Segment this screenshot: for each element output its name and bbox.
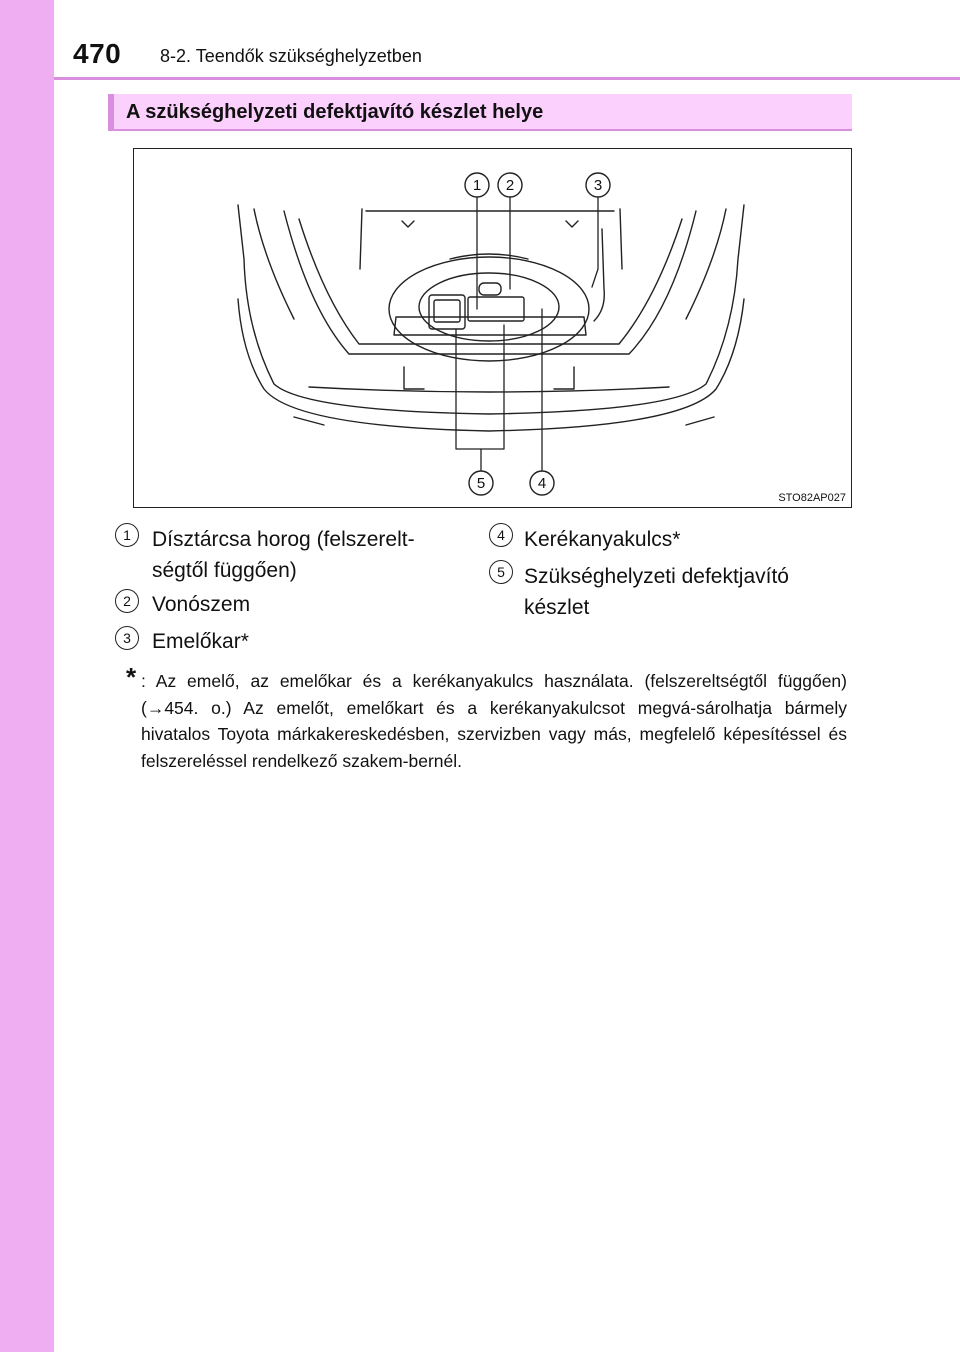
header-rule bbox=[54, 77, 960, 80]
legend-text-2: Vonószem bbox=[152, 593, 251, 616]
legend-number-2: 2 bbox=[115, 589, 139, 613]
footnote-marker: * bbox=[126, 662, 137, 692]
legend-number-4: 4 bbox=[489, 523, 513, 547]
page-number: 470 bbox=[73, 38, 122, 69]
legend-number-3: 3 bbox=[115, 626, 139, 650]
chapter-title: 8-2. Teendők szükséghelyzetben bbox=[160, 46, 422, 66]
callout-5: 5 bbox=[476, 475, 486, 492]
trunk-illustration bbox=[133, 148, 852, 508]
legend-number-5: 5 bbox=[489, 560, 513, 584]
section-title: A szükséghelyzeti defektjavító készlet helye bbox=[126, 101, 544, 123]
legend-text-5: Szükséghelyzeti defektjavító készlet bbox=[524, 565, 789, 619]
callout-3: 3 bbox=[593, 177, 603, 194]
legend-text-1: Dísztárcsa horog (felszerelt-ségtől függően) bbox=[152, 528, 415, 582]
legend-text-3: Emelőkar* bbox=[152, 630, 249, 653]
car-trunk-drawing bbox=[134, 149, 850, 506]
callout-1: 1 bbox=[472, 177, 482, 194]
legend-number-1: 1 bbox=[115, 523, 139, 547]
section-heading-box bbox=[108, 94, 852, 131]
figure-code: STO82AP027 bbox=[778, 492, 846, 504]
callout-2: 2 bbox=[505, 177, 515, 194]
callout-4: 4 bbox=[537, 475, 547, 492]
legend-text-4: Kerékanyakulcs* bbox=[524, 528, 681, 551]
footnote-text: : Az emelő, az emelőkar és a kerékanyakulcs használata. (felszereltségtől függően) (→454. o.) Az emelőt, emelőkart és a kerékanyakulcsot megvá-sárolhatja bármely hivatalos Toyota márkakereskedésben, szervizben vagy más, megfelelő képesítéssel és felszereléssel rendelkező szakem-bernél. bbox=[141, 671, 847, 771]
page-sidebar-tab bbox=[0, 0, 54, 1352]
